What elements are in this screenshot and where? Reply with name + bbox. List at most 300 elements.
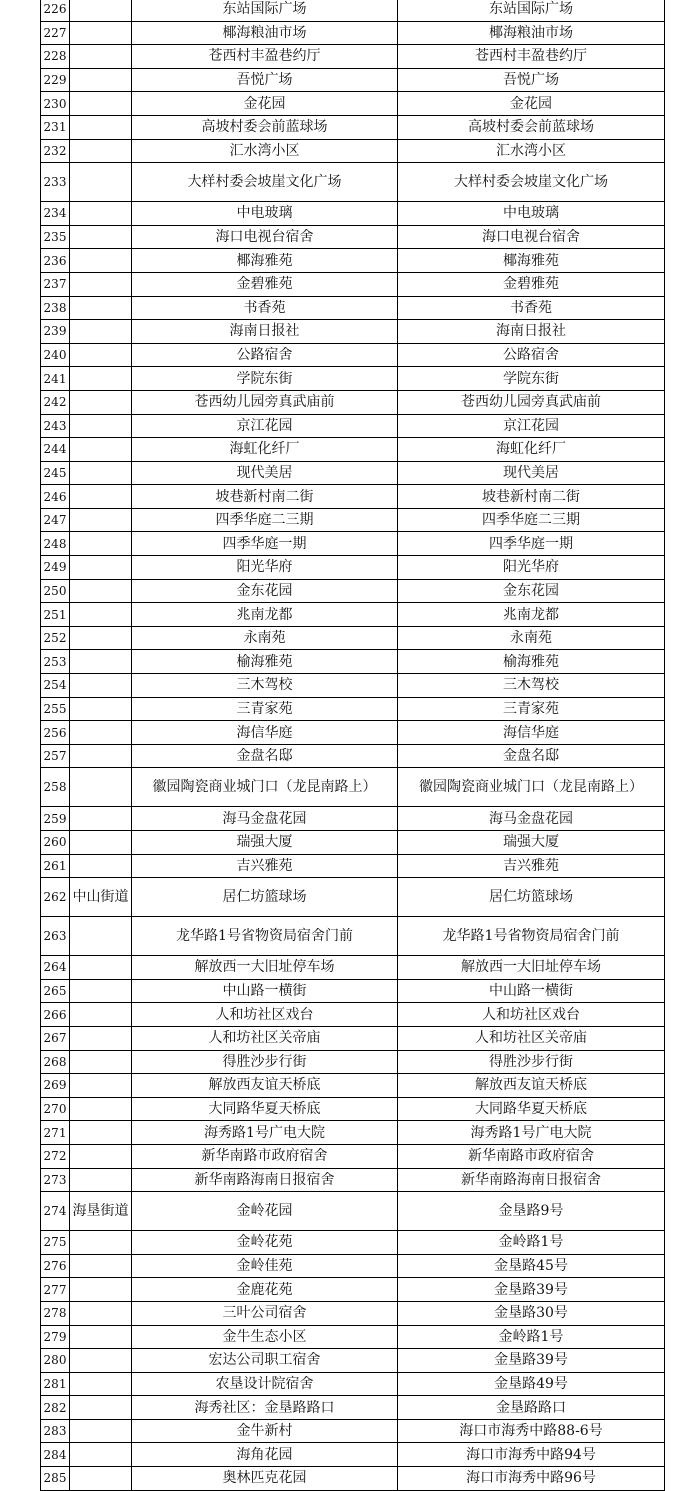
- address-cell: 三木驾校: [398, 674, 665, 698]
- row-number-cell: 257: [41, 744, 70, 768]
- table-row: [41, 1050, 665, 1074]
- table-row: [41, 45, 665, 69]
- address-cell: 海南日报社: [398, 320, 665, 344]
- address-cell: 金垦路39号: [398, 1349, 665, 1373]
- street-cell: [70, 1325, 132, 1349]
- table-row: [41, 390, 665, 414]
- address-cell: 现代美居: [398, 461, 665, 485]
- street-cell: [70, 579, 132, 603]
- row-number-cell: 262: [41, 878, 70, 917]
- row-number-cell: 256: [41, 721, 70, 745]
- row-number-cell: 229: [41, 68, 70, 92]
- street-cell: [70, 249, 132, 273]
- table-row: [41, 225, 665, 249]
- table-row: [41, 854, 665, 878]
- site-name-cell: 吉兴雅苑: [132, 854, 398, 878]
- street-cell: [70, 225, 132, 249]
- row-number-cell: 275: [41, 1231, 70, 1255]
- address-cell: 金垦路45号: [398, 1254, 665, 1278]
- street-cell: [70, 367, 132, 391]
- table-row: [41, 115, 665, 139]
- site-name-cell: 中电玻璃: [132, 202, 398, 226]
- street-cell: [70, 485, 132, 509]
- address-cell: 海口市海秀中路88-6号: [398, 1419, 665, 1443]
- street-cell: [70, 461, 132, 485]
- site-name-cell: 海秀社区：金垦路路口: [132, 1396, 398, 1420]
- row-number-cell: 267: [41, 1026, 70, 1050]
- street-cell: [70, 1003, 132, 1027]
- table-row: [41, 1144, 665, 1168]
- site-name-cell: 人和坊社区关帝庙: [132, 1026, 398, 1050]
- row-number-cell: 283: [41, 1419, 70, 1443]
- row-number-cell: 266: [41, 1003, 70, 1027]
- table-row: [41, 139, 665, 163]
- street-cell: [70, 1396, 132, 1420]
- row-number-cell: 240: [41, 343, 70, 367]
- site-name-cell: 龙华路1号省物资局宿舍门前: [132, 917, 398, 956]
- site-name-cell: 高坡村委会前蓝球场: [132, 115, 398, 139]
- row-number-cell: 255: [41, 697, 70, 721]
- row-number-cell: 249: [41, 556, 70, 580]
- site-name-cell: 海南日报社: [132, 320, 398, 344]
- address-cell: 汇水湾小区: [398, 139, 665, 163]
- table-row: [41, 603, 665, 627]
- address-cell: 大样村委会坡崖文化广场: [398, 163, 665, 202]
- street-cell: [70, 1419, 132, 1443]
- site-name-cell: 海信华庭: [132, 721, 398, 745]
- street-cell: [70, 1097, 132, 1121]
- table-row: [41, 979, 665, 1003]
- table-row: [41, 1467, 665, 1491]
- row-number-cell: 243: [41, 414, 70, 438]
- table-row: [41, 956, 665, 980]
- row-number-cell: 264: [41, 956, 70, 980]
- site-name-cell: 永南苑: [132, 626, 398, 650]
- site-name-cell: 榆海雅苑: [132, 650, 398, 674]
- address-cell: 居仁坊篮球场: [398, 878, 665, 917]
- street-cell: [70, 1231, 132, 1255]
- sites-table: [40, 0, 665, 1491]
- site-name-cell: 三木驾校: [132, 674, 398, 698]
- table-row: [41, 1419, 665, 1443]
- site-name-cell: 坡巷新村南二街: [132, 485, 398, 509]
- address-cell: 解放西一大旧址停车场: [398, 956, 665, 980]
- street-cell: [70, 556, 132, 580]
- row-number-cell: 251: [41, 603, 70, 627]
- table-row: [41, 1097, 665, 1121]
- address-cell: 苍西村丰盈巷约厅: [398, 45, 665, 69]
- address-cell: 龙华路1号省物资局宿舍门前: [398, 917, 665, 956]
- address-cell: 金盘名邸: [398, 744, 665, 768]
- table-row: [41, 1301, 665, 1325]
- row-number-cell: 237: [41, 272, 70, 296]
- table-row: [41, 917, 665, 956]
- address-cell: 金花园: [398, 92, 665, 116]
- address-cell: 金岭路1号: [398, 1231, 665, 1255]
- address-cell: 解放西友谊天桥底: [398, 1074, 665, 1098]
- table-row: [41, 878, 665, 917]
- table-row: [41, 556, 665, 580]
- table-row: [41, 674, 665, 698]
- address-cell: 人和坊社区关帝庙: [398, 1026, 665, 1050]
- table-row: [41, 414, 665, 438]
- row-number-cell: 248: [41, 532, 70, 556]
- site-name-cell: 海虹化纤厂: [132, 438, 398, 462]
- row-number-cell: 280: [41, 1349, 70, 1373]
- street-cell: [70, 343, 132, 367]
- address-cell: 书香苑: [398, 296, 665, 320]
- table-row: [41, 1278, 665, 1302]
- address-cell: 金东花园: [398, 579, 665, 603]
- row-number-cell: 227: [41, 21, 70, 45]
- site-name-cell: 金岭花苑: [132, 1231, 398, 1255]
- street-cell: [70, 721, 132, 745]
- street-cell: [70, 115, 132, 139]
- street-cell: [70, 697, 132, 721]
- table-row: [41, 1168, 665, 1192]
- site-name-cell: 金鹿花苑: [132, 1278, 398, 1302]
- table-row: [41, 1121, 665, 1145]
- row-number-cell: 260: [41, 831, 70, 855]
- table-row: [41, 202, 665, 226]
- address-cell: 吾悦广场: [398, 68, 665, 92]
- site-name-cell: 椰海雅苑: [132, 249, 398, 273]
- table-row: [41, 485, 665, 509]
- address-cell: 金岭路1号: [398, 1325, 665, 1349]
- street-cell: [70, 650, 132, 674]
- row-number-cell: 233: [41, 163, 70, 202]
- site-name-cell: 四季华庭二三期: [132, 508, 398, 532]
- table-row: [41, 92, 665, 116]
- row-number-cell: 263: [41, 917, 70, 956]
- site-name-cell: 四季华庭一期: [132, 532, 398, 556]
- address-cell: 三青家苑: [398, 697, 665, 721]
- site-name-cell: 奥林匹克花园: [132, 1467, 398, 1491]
- street-cell: [70, 1074, 132, 1098]
- table-row: [41, 1443, 665, 1467]
- address-cell: 金碧雅苑: [398, 272, 665, 296]
- address-cell: 中电玻璃: [398, 202, 665, 226]
- street-cell: [70, 674, 132, 698]
- row-number-cell: 281: [41, 1372, 70, 1396]
- table-row: [41, 1372, 665, 1396]
- row-number-cell: 272: [41, 1144, 70, 1168]
- street-cell: [70, 45, 132, 69]
- row-number-cell: 252: [41, 626, 70, 650]
- row-number-cell: 271: [41, 1121, 70, 1145]
- table-row: [41, 1074, 665, 1098]
- street-cell: [70, 1144, 132, 1168]
- site-name-cell: 阳光华府: [132, 556, 398, 580]
- street-cell: [70, 956, 132, 980]
- table-row: [41, 721, 665, 745]
- table-row: [41, 367, 665, 391]
- table-row: [41, 249, 665, 273]
- row-number-cell: 226: [41, 0, 70, 21]
- address-cell: 海信华庭: [398, 721, 665, 745]
- site-name-cell: 瑞强大厦: [132, 831, 398, 855]
- address-cell: 吉兴雅苑: [398, 854, 665, 878]
- table-row: [41, 343, 665, 367]
- street-cell: 中山街道: [70, 878, 132, 917]
- address-cell: 苍西幼儿园旁真武庙前: [398, 390, 665, 414]
- site-name-cell: 海马金盘花园: [132, 807, 398, 831]
- row-number-cell: 278: [41, 1301, 70, 1325]
- row-number-cell: 236: [41, 249, 70, 273]
- site-name-cell: 海秀路1号广电大院: [132, 1121, 398, 1145]
- street-cell: [70, 854, 132, 878]
- table-row: [41, 163, 665, 202]
- site-name-cell: 三青家苑: [132, 697, 398, 721]
- street-cell: [70, 68, 132, 92]
- address-cell: 高坡村委会前蓝球场: [398, 115, 665, 139]
- site-name-cell: 金花园: [132, 92, 398, 116]
- site-name-cell: 金岭花园: [132, 1192, 398, 1231]
- site-name-cell: 汇水湾小区: [132, 139, 398, 163]
- address-cell: 坡巷新村南二街: [398, 485, 665, 509]
- table-row: [41, 438, 665, 462]
- row-number-cell: 279: [41, 1325, 70, 1349]
- site-name-cell: 新华南路海南日报宿舍: [132, 1168, 398, 1192]
- address-cell: 新华南路海南日报宿舍: [398, 1168, 665, 1192]
- address-cell: 榆海雅苑: [398, 650, 665, 674]
- table-row: [41, 1254, 665, 1278]
- table-row: [41, 508, 665, 532]
- row-number-cell: 254: [41, 674, 70, 698]
- address-cell: 徽园陶瓷商业城门口（龙昆南路上）: [398, 768, 665, 807]
- site-name-cell: 东站国际广场: [132, 0, 398, 21]
- street-cell: [70, 1301, 132, 1325]
- site-name-cell: 金牛新村: [132, 1419, 398, 1443]
- address-cell: 瑞强大厦: [398, 831, 665, 855]
- row-number-cell: 235: [41, 225, 70, 249]
- site-name-cell: 解放西友谊天桥底: [132, 1074, 398, 1098]
- address-cell: 新华南路市政府宿舍: [398, 1144, 665, 1168]
- street-cell: [70, 1254, 132, 1278]
- row-number-cell: 246: [41, 485, 70, 509]
- row-number-cell: 231: [41, 115, 70, 139]
- street-cell: [70, 626, 132, 650]
- address-cell: 海口市海秀中路96号: [398, 1467, 665, 1491]
- row-number-cell: 234: [41, 202, 70, 226]
- street-cell: [70, 320, 132, 344]
- site-name-cell: 居仁坊篮球场: [132, 878, 398, 917]
- street-cell: [70, 1050, 132, 1074]
- row-number-cell: 273: [41, 1168, 70, 1192]
- address-cell: 得胜沙步行街: [398, 1050, 665, 1074]
- table-row: [41, 532, 665, 556]
- street-cell: [70, 1349, 132, 1373]
- site-name-cell: 徽园陶瓷商业城门口（龙昆南路上）: [132, 768, 398, 807]
- table-row: [41, 831, 665, 855]
- address-cell: 京江花园: [398, 414, 665, 438]
- table-row: [41, 1003, 665, 1027]
- street-cell: [70, 603, 132, 627]
- street-cell: [70, 0, 132, 21]
- table-row: [41, 697, 665, 721]
- site-name-cell: 大样村委会坡崖文化广场: [132, 163, 398, 202]
- row-number-cell: 274: [41, 1192, 70, 1231]
- site-name-cell: 吾悦广场: [132, 68, 398, 92]
- table-row: [41, 807, 665, 831]
- table-row: [41, 272, 665, 296]
- site-name-cell: 苍西幼儿园旁真武庙前: [132, 390, 398, 414]
- row-number-cell: 285: [41, 1467, 70, 1491]
- site-name-cell: 农垦设计院宿舍: [132, 1372, 398, 1396]
- site-name-cell: 中山路一横街: [132, 979, 398, 1003]
- site-name-cell: 宏达公司职工宿舍: [132, 1349, 398, 1373]
- row-number-cell: 232: [41, 139, 70, 163]
- address-cell: 海口市海秀中路94号: [398, 1443, 665, 1467]
- table-row: [41, 461, 665, 485]
- address-cell: 大同路华夏天桥底: [398, 1097, 665, 1121]
- street-cell: [70, 1443, 132, 1467]
- address-cell: 四季华庭二三期: [398, 508, 665, 532]
- site-name-cell: 公路宿舍: [132, 343, 398, 367]
- table-row: [41, 579, 665, 603]
- site-name-cell: 金盘名邸: [132, 744, 398, 768]
- address-cell: 椰海雅苑: [398, 249, 665, 273]
- address-cell: 椰海粮油市场: [398, 21, 665, 45]
- site-name-cell: 金碧雅苑: [132, 272, 398, 296]
- site-name-cell: 京江花园: [132, 414, 398, 438]
- street-cell: [70, 768, 132, 807]
- address-cell: 四季华庭一期: [398, 532, 665, 556]
- row-number-cell: 270: [41, 1097, 70, 1121]
- row-number-cell: 245: [41, 461, 70, 485]
- address-cell: 中山路一横街: [398, 979, 665, 1003]
- address-cell: 阳光华府: [398, 556, 665, 580]
- table-row: [41, 1349, 665, 1373]
- site-name-cell: 椰海粮油市场: [132, 21, 398, 45]
- table-row: [41, 0, 665, 21]
- address-cell: 东站国际广场: [398, 0, 665, 21]
- street-cell: [70, 917, 132, 956]
- street-cell: [70, 414, 132, 438]
- site-name-cell: 海角花园: [132, 1443, 398, 1467]
- table-row: [41, 296, 665, 320]
- address-cell: 海虹化纤厂: [398, 438, 665, 462]
- address-cell: 金垦路路口: [398, 1396, 665, 1420]
- street-cell: [70, 532, 132, 556]
- street-cell: [70, 1026, 132, 1050]
- street-cell: [70, 390, 132, 414]
- street-cell: [70, 1278, 132, 1302]
- site-name-cell: 现代美居: [132, 461, 398, 485]
- table-row: [41, 1192, 665, 1231]
- row-number-cell: 268: [41, 1050, 70, 1074]
- row-number-cell: 250: [41, 579, 70, 603]
- site-name-cell: 海口电视台宿舍: [132, 225, 398, 249]
- address-cell: 海口电视台宿舍: [398, 225, 665, 249]
- site-name-cell: 人和坊社区戏台: [132, 1003, 398, 1027]
- row-number-cell: 259: [41, 807, 70, 831]
- site-name-cell: 金东花园: [132, 579, 398, 603]
- table-row: [41, 768, 665, 807]
- table-row: [41, 1396, 665, 1420]
- table-row: [41, 1026, 665, 1050]
- street-cell: [70, 744, 132, 768]
- row-number-cell: 242: [41, 390, 70, 414]
- street-cell: [70, 296, 132, 320]
- table-row: [41, 320, 665, 344]
- address-cell: 金垦路39号: [398, 1278, 665, 1302]
- site-name-cell: 金牛生态小区: [132, 1325, 398, 1349]
- site-name-cell: 三叶公司宿舍: [132, 1301, 398, 1325]
- street-cell: [70, 163, 132, 202]
- address-cell: 兆南龙都: [398, 603, 665, 627]
- table-row: [41, 650, 665, 674]
- row-number-cell: 238: [41, 296, 70, 320]
- street-cell: [70, 92, 132, 116]
- row-number-cell: 239: [41, 320, 70, 344]
- site-name-cell: 新华南路市政府宿舍: [132, 1144, 398, 1168]
- site-name-cell: 学院东街: [132, 367, 398, 391]
- street-cell: [70, 272, 132, 296]
- row-number-cell: 276: [41, 1254, 70, 1278]
- row-number-cell: 244: [41, 438, 70, 462]
- table-row: [41, 1325, 665, 1349]
- address-cell: 海秀路1号广电大院: [398, 1121, 665, 1145]
- site-name-cell: 解放西一大旧址停车场: [132, 956, 398, 980]
- address-cell: 永南苑: [398, 626, 665, 650]
- table-row: [41, 626, 665, 650]
- street-cell: [70, 831, 132, 855]
- row-number-cell: 258: [41, 768, 70, 807]
- row-number-cell: 241: [41, 367, 70, 391]
- row-number-cell: 269: [41, 1074, 70, 1098]
- street-cell: [70, 1168, 132, 1192]
- row-number-cell: 284: [41, 1443, 70, 1467]
- row-number-cell: 282: [41, 1396, 70, 1420]
- street-cell: [70, 508, 132, 532]
- table-row: [41, 21, 665, 45]
- row-number-cell: 261: [41, 854, 70, 878]
- row-number-cell: 277: [41, 1278, 70, 1302]
- site-name-cell: 苍西村丰盈巷约厅: [132, 45, 398, 69]
- street-cell: [70, 202, 132, 226]
- table-row: [41, 744, 665, 768]
- street-cell: [70, 979, 132, 1003]
- street-cell: [70, 139, 132, 163]
- address-cell: 金垦路9号: [398, 1192, 665, 1231]
- site-name-cell: 大同路华夏天桥底: [132, 1097, 398, 1121]
- row-number-cell: 265: [41, 979, 70, 1003]
- street-cell: [70, 1467, 132, 1491]
- address-cell: 海马金盘花园: [398, 807, 665, 831]
- row-number-cell: 228: [41, 45, 70, 69]
- row-number-cell: 253: [41, 650, 70, 674]
- street-cell: [70, 1372, 132, 1396]
- site-name-cell: 兆南龙都: [132, 603, 398, 627]
- address-cell: 金垦路49号: [398, 1372, 665, 1396]
- address-cell: 金垦路30号: [398, 1301, 665, 1325]
- address-cell: 学院东街: [398, 367, 665, 391]
- row-number-cell: 230: [41, 92, 70, 116]
- street-cell: [70, 807, 132, 831]
- site-name-cell: 书香苑: [132, 296, 398, 320]
- address-cell: 人和坊社区戏台: [398, 1003, 665, 1027]
- address-cell: 公路宿舍: [398, 343, 665, 367]
- site-name-cell: 得胜沙步行街: [132, 1050, 398, 1074]
- street-cell: [70, 21, 132, 45]
- street-cell: [70, 1121, 132, 1145]
- table-body: [41, 0, 665, 1490]
- table-row: [41, 68, 665, 92]
- street-cell: [70, 438, 132, 462]
- table-row: [41, 1231, 665, 1255]
- row-number-cell: 247: [41, 508, 70, 532]
